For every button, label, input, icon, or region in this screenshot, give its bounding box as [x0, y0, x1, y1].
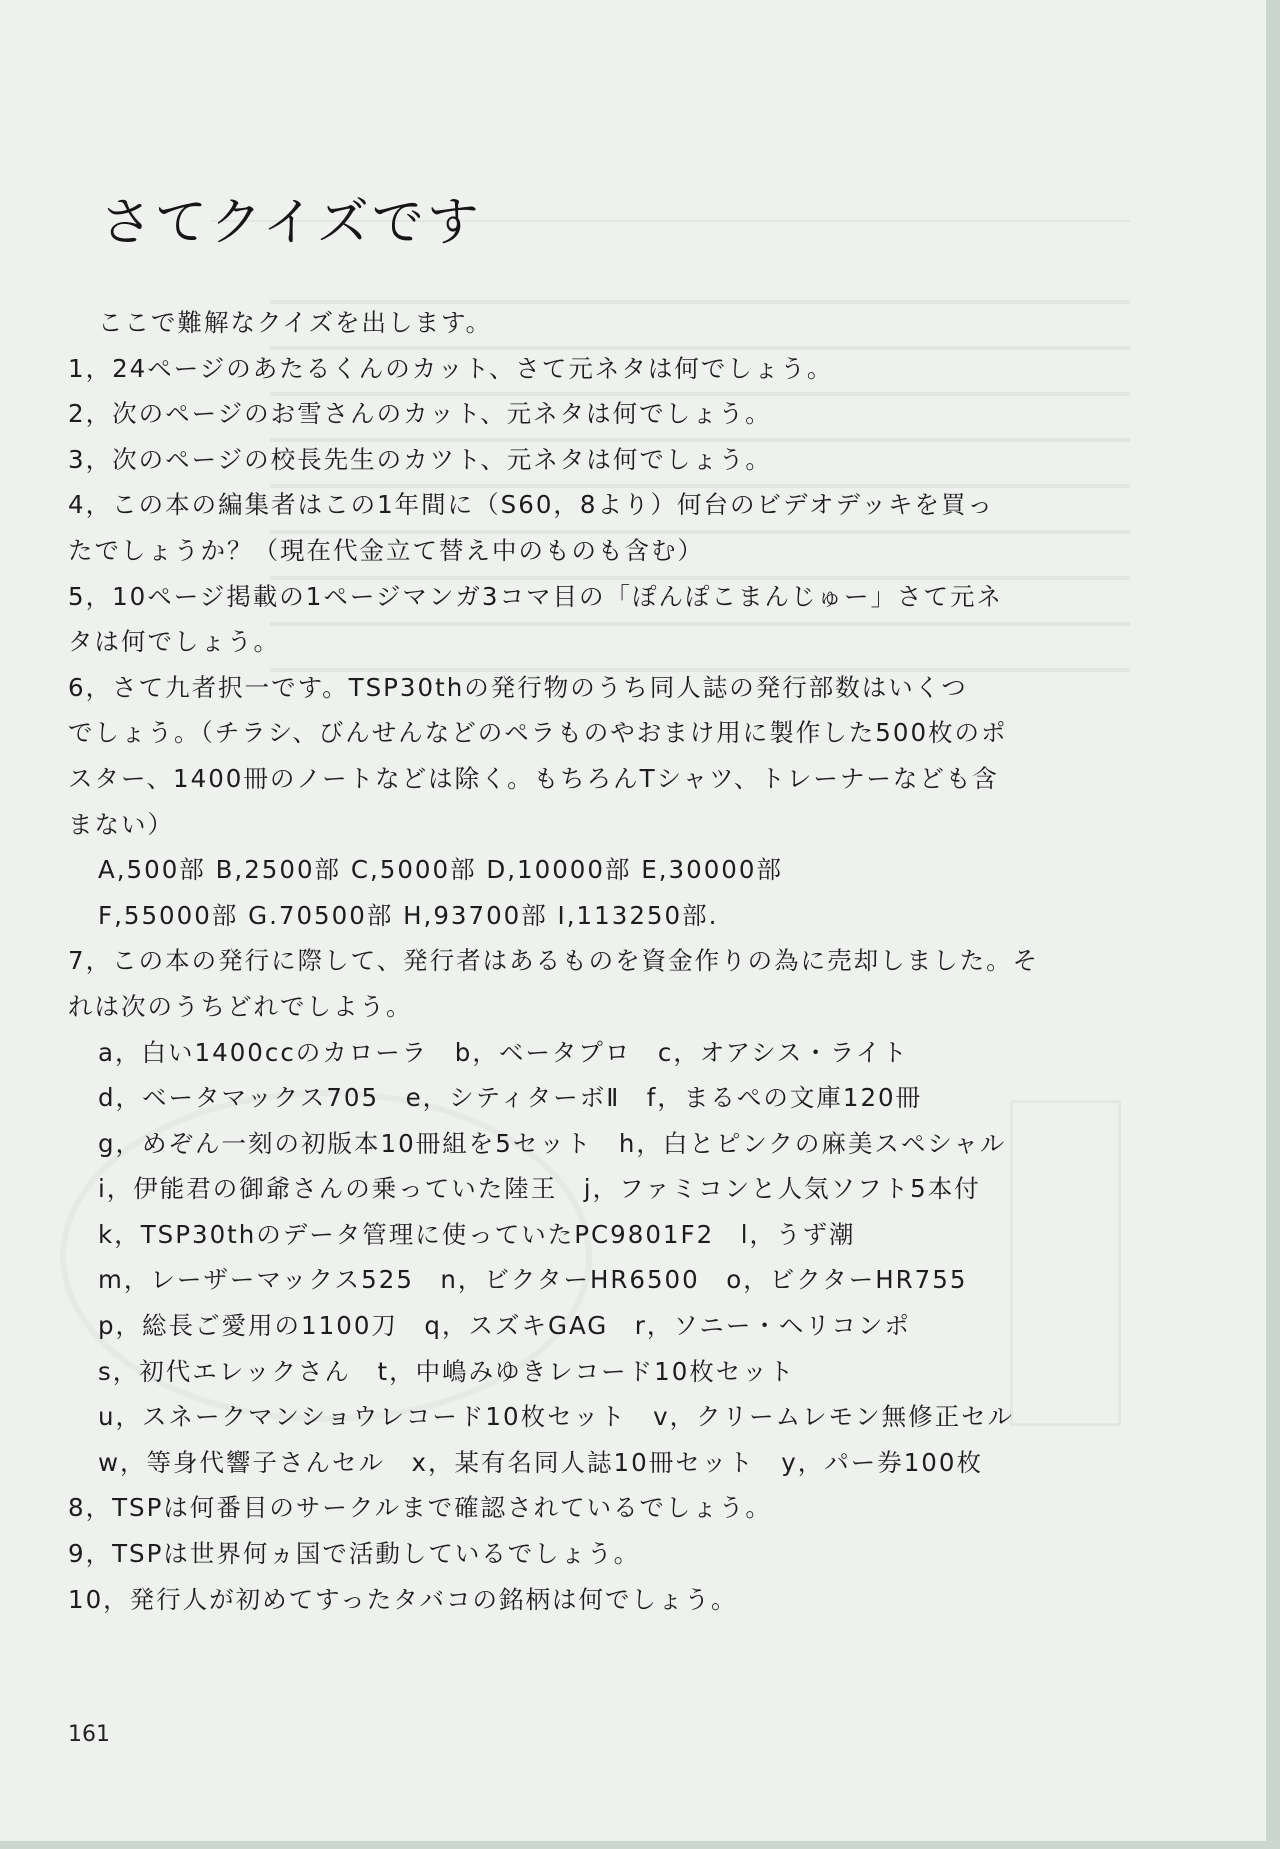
text-line: p，総長ご愛用の1100刀 q，スズキGAG r，ソニー・ヘリコンポ [98, 1311, 911, 1341]
text-line: スター、1400冊のノートなどは除く。もちろんTシャツ、トレーナーなども含 [68, 763, 999, 793]
text-line: a，白い1400ccのカローラ b，ベータプロ c，オアシス・ライト [98, 1037, 909, 1067]
page-number: 161 [68, 1722, 110, 1747]
text-line: k，TSP30thのデータ管理に使っていたPC9801F2 l，うず潮 [98, 1219, 856, 1249]
text-line: 8，TSPは何番目のサークルまで確認されているでしょう。 [68, 1493, 772, 1523]
text-line: 3，次のページの校長先生のカツト、元ネタは何でしょう。 [68, 444, 772, 474]
text-line: 5，10ページ掲載の1ページマンガ3コマ目の「ぽんぽこまんじゅー」さて元ネ [68, 581, 1003, 611]
page-edge-bottom [0, 1841, 1280, 1849]
page-title: さてクイズです [100, 193, 482, 253]
text-line: 6，さて九者択一です。TSP30thの発行物のうち同人誌の発行部数はいくつ [68, 672, 968, 702]
text-line: 9，TSPは世界何ヵ国で活動しているでしょう。 [68, 1539, 641, 1569]
text-line: 4，この本の編集者はこの1年間に（S60，8より）何台のビデオデッキを買っ [68, 490, 995, 520]
text-line: w，等身代響子さんセル x，某有名同人誌10冊セット y，パー券100枚 [98, 1447, 983, 1477]
text-line: A,500部 B,2500部 C,5000部 D,10000部 E,30000部 [98, 855, 783, 885]
page-edge-right [1266, 0, 1280, 1849]
text-line: 2，次のページのお雪さんのカット、元ネタは何でしょう。 [68, 399, 772, 429]
text-line: たでしょうか？（現在代金立て替え中のものも含む） [68, 535, 704, 565]
quiz-body [68, 300, 1118, 1622]
text-line: i，伊能君の御爺さんの乗っていた陸王 j，ファミコンと人気ソフト5本付 [98, 1174, 981, 1204]
text-line: れは次のうちどれでしよう。 [68, 991, 413, 1021]
text-line: g，めぞん一刻の初版本10冊組を5セット h，白とピンクの麻美スペシャル [98, 1128, 1007, 1158]
text-line: でしょう。（チラシ、びんせんなどのペラものやおまけ用に製作した500枚のポ [68, 718, 1008, 748]
text-line: ここで難解なクイズを出します。 [98, 308, 493, 337]
text-line: u，スネークマンショウレコード10枚セット v，クリームレモン無修正セル [98, 1402, 1015, 1432]
text-line: d，ベータマックス705 e，シティターボⅡ f，まるぺの文庫120冊 [98, 1083, 923, 1113]
text-line: 1，24ページのあたるくんのカット、さて元ネタは何でしょう。 [68, 353, 834, 383]
text-line: F,55000部 G.70500部 H,93700部 I,113250部. [98, 900, 719, 930]
text-line: m，レーザーマックス525 n，ビクターHR6500 o，ビクターHR755 [98, 1265, 968, 1295]
text-line: 7，この本の発行に際して、発行者はあるものを資金作りの為に売却しました。そ [68, 946, 1040, 976]
text-line: s，初代エレックさん t，中嶋みゆきレコード10枚セット [98, 1356, 796, 1386]
text-line: 10，発行人が初めてすったタバコの銘柄は何でしょう。 [68, 1584, 738, 1614]
text-line: まない） [68, 809, 174, 839]
text-line: タは何でしょう。 [68, 627, 280, 657]
